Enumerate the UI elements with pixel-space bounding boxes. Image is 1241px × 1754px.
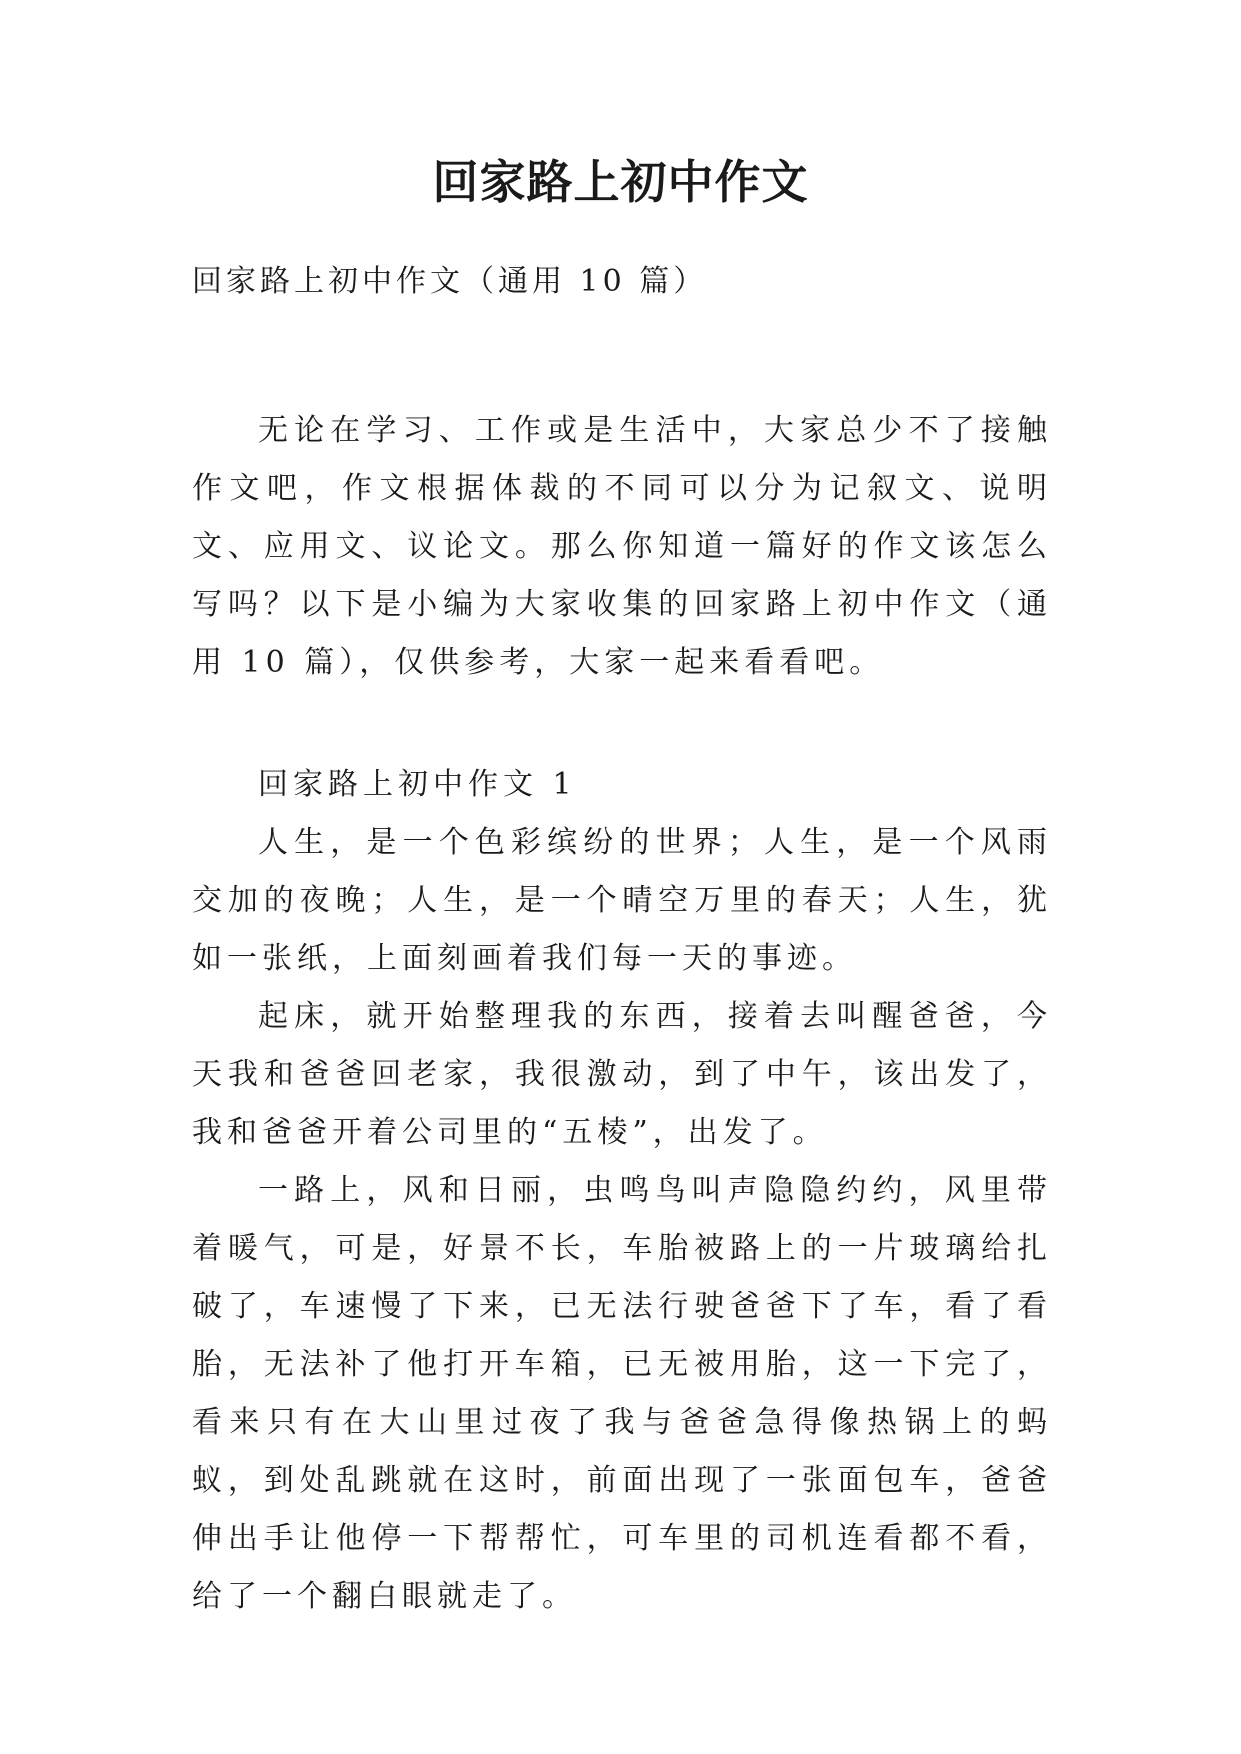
essay-heading: 回家路上初中作文 1 — [258, 767, 577, 802]
essay-paragraph-3: 一路上，风和日丽，虫鸣鸟叫声隐隐约约，风里带着暖气，可是，好景不长，车胎被路上的一片玻璃给扎破了，车速慢了下来，已无法行驶爸爸下了车，看了看胎，无法补了他打开车箱，已无被用胎，这一下完了，看来只有在大山里过夜了我与爸爸急得像热锅上的蚂蚁，到处乱跳就在这时，前面出现了一张面包车，爸爸伸出手让他停一下帮帮忙，可车里的司机连看都不看，给了一个翻白眼就走了。 — [192, 1173, 1052, 1614]
document-title: 回家路上初中作文 — [432, 155, 809, 209]
essay-paragraph-2: 起床，就开始整理我的东西，接着去叫醒爸爸，今天我和爸爸回老家，我很激动，到了中午，该出发了，我和爸爸开着公司里的“五棱”，出发了。 — [192, 999, 1052, 1150]
essay-paragraph-1: 人生，是一个色彩缤纷的世界；人生，是一个风雨交加的夜晚；人生，是一个晴空万里的春天；人生，犹如一张纸，上面刻画着我们每一天的事迹。 — [192, 825, 1052, 976]
essay-section — [192, 756, 1052, 1626]
intro-paragraph: 无论在学习、工作或是生活中，大家总少不了接触作文吧，作文根据体裁的不同可以分为记叙文、说明文、应用文、议论文。那么你知道一篇好的作文该怎么写吗？以下是小编为大家收集的回家路上初中作文（通用 10 篇），仅供参考，大家一起来看看吧。 — [192, 413, 1052, 680]
document-subtitle: 回家路上初中作文（通用 10 篇） — [192, 264, 708, 299]
intro-section — [192, 402, 1052, 692]
